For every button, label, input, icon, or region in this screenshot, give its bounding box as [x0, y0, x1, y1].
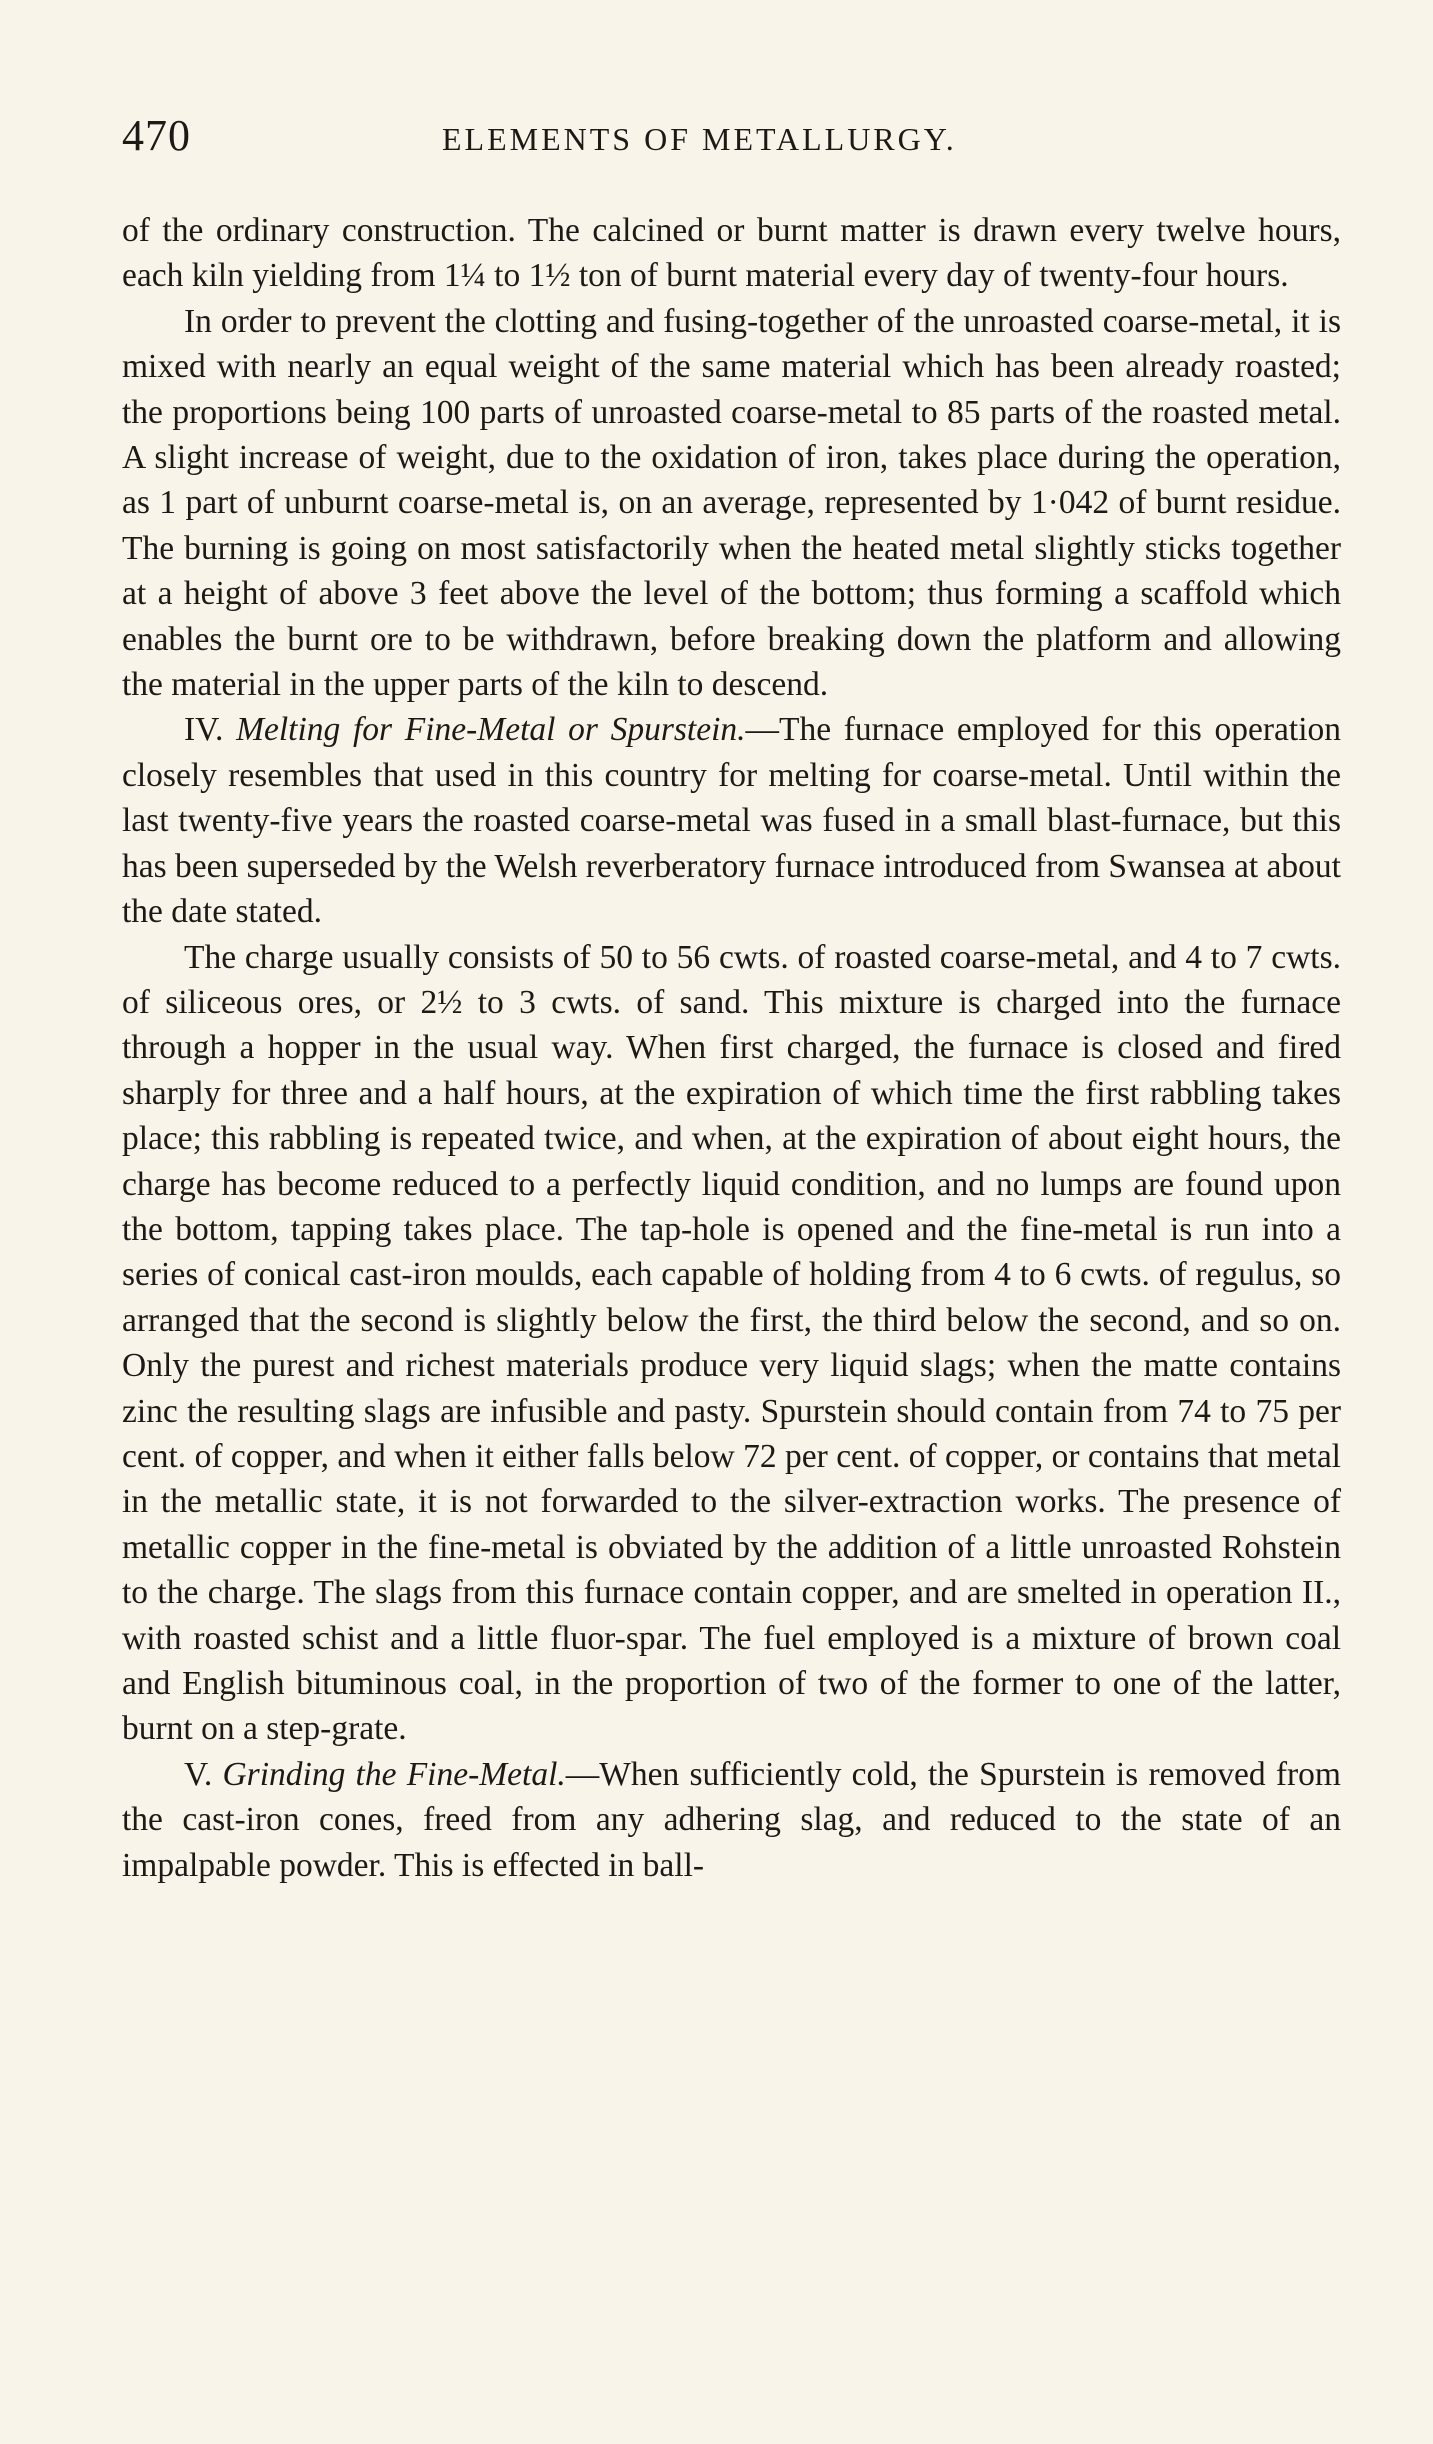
- paragraph-charge-process: The charge usually consists of 50 to 56 cwts. of roasted coarse-metal, and 4 to 7 cwts. of siliceous ores, or 2½ to 3 cwts. of sand. This mixture is charged into the furnace through a hopper in the usual way. When first charged, the furnace is closed and fired sharply for three and a half hours, at the expiration of which time the first rabbling takes place; this rabbling is repeated twice, and when, at the expiration of about eight hours, the charge has become reduced to a perfectly liquid condition, and no lumps are found upon the bottom, tapping takes place. The tap-hole is opened and the fine-metal is run into a series of conical cast-iron moulds, each capable of holding from 4 to 6 cwts. of regulus, so arranged that the second is slightly below the first, the third below the second, and so on. Only the purest and richest materials produce very liquid slags; when the matte contains zinc the resulting slags are infusible and pasty. Spurstein should contain from 74 to 75 per cent. of copper, and when it either falls below 72 per cent. of copper, or contains that metal in the metallic state, it is not forwarded to the silver-extraction works. The presence of metallic copper in the fine-metal is obviated by the addition of a little unroasted Rohstein to the charge. The slags from this furnace contain copper, and are smelted in operation II., with roasted schist and a little fluor-spar. The fuel employed is a mixture of brown coal and English bituminous coal, in the proportion of two of the former to one of the latter, burnt on a step-grate.: [122, 938, 1341, 1748]
- section-title-melting: Melting for Fine-Metal or Spurstein.: [236, 711, 746, 749]
- section-number-iv: IV.: [184, 711, 224, 749]
- paragraph-roasting-proportions: In order to prevent the clotting and fusing-together of the unroasted coarse-metal, it is mixed with nearly an equal weight of the same material which has been already roasted; the proportions being 100 parts of unroasted coarse-metal to 85 parts of the roasted metal. A slight increase of weight, due to the oxidation of iron, takes place during the operation, as 1 part of unburnt coarse-metal is, on an average, represented by 1·042 of burnt residue. The burning is going on most satisfactorily when the heated metal slightly sticks together at a height of above 3 feet above the level of the bottom; thus forming a scaffold which enables the burnt ore to be withdrawn, before breaking down the platform and allowing the material in the upper parts of the kiln to descend.: [122, 302, 1341, 704]
- section-number-v: V.: [184, 1755, 213, 1793]
- running-head: [122, 110, 1341, 170]
- section-title-grinding: Grinding the Fine-Metal.: [222, 1755, 566, 1793]
- section-text-melting: —The furnace employed for this operation closely resembles that used in this country for melting for coarse-metal. Until within the last twenty-five years the roasted coarse-metal was fused in a small blast-furnace, but this has been superseded by the Welsh reverberatory furnace introduced from Swansea at about the date stated.: [122, 711, 1341, 931]
- paragraph-kiln-output: of the ordinary construction. The calcined or burnt matter is drawn every twelve hours, each kiln yielding from 1¼ to 1½ ton of burnt material every day of twenty-four hours.: [122, 212, 1341, 295]
- page-number: 470: [122, 111, 191, 160]
- section-text-grinding: —When sufficiently cold, the Spurstein is removed from the cast-iron cones, freed from any adhering slag, and reduced to the state of an impalpable powder. This is effected in ball-: [122, 1755, 1341, 1884]
- paragraph-grinding-fine-metal: [122, 1752, 1341, 1888]
- body-text: [122, 208, 1341, 1888]
- running-title: ELEMENTS OF METALLURGY.: [442, 121, 957, 157]
- paragraph-melting-fine-metal: [122, 707, 1341, 934]
